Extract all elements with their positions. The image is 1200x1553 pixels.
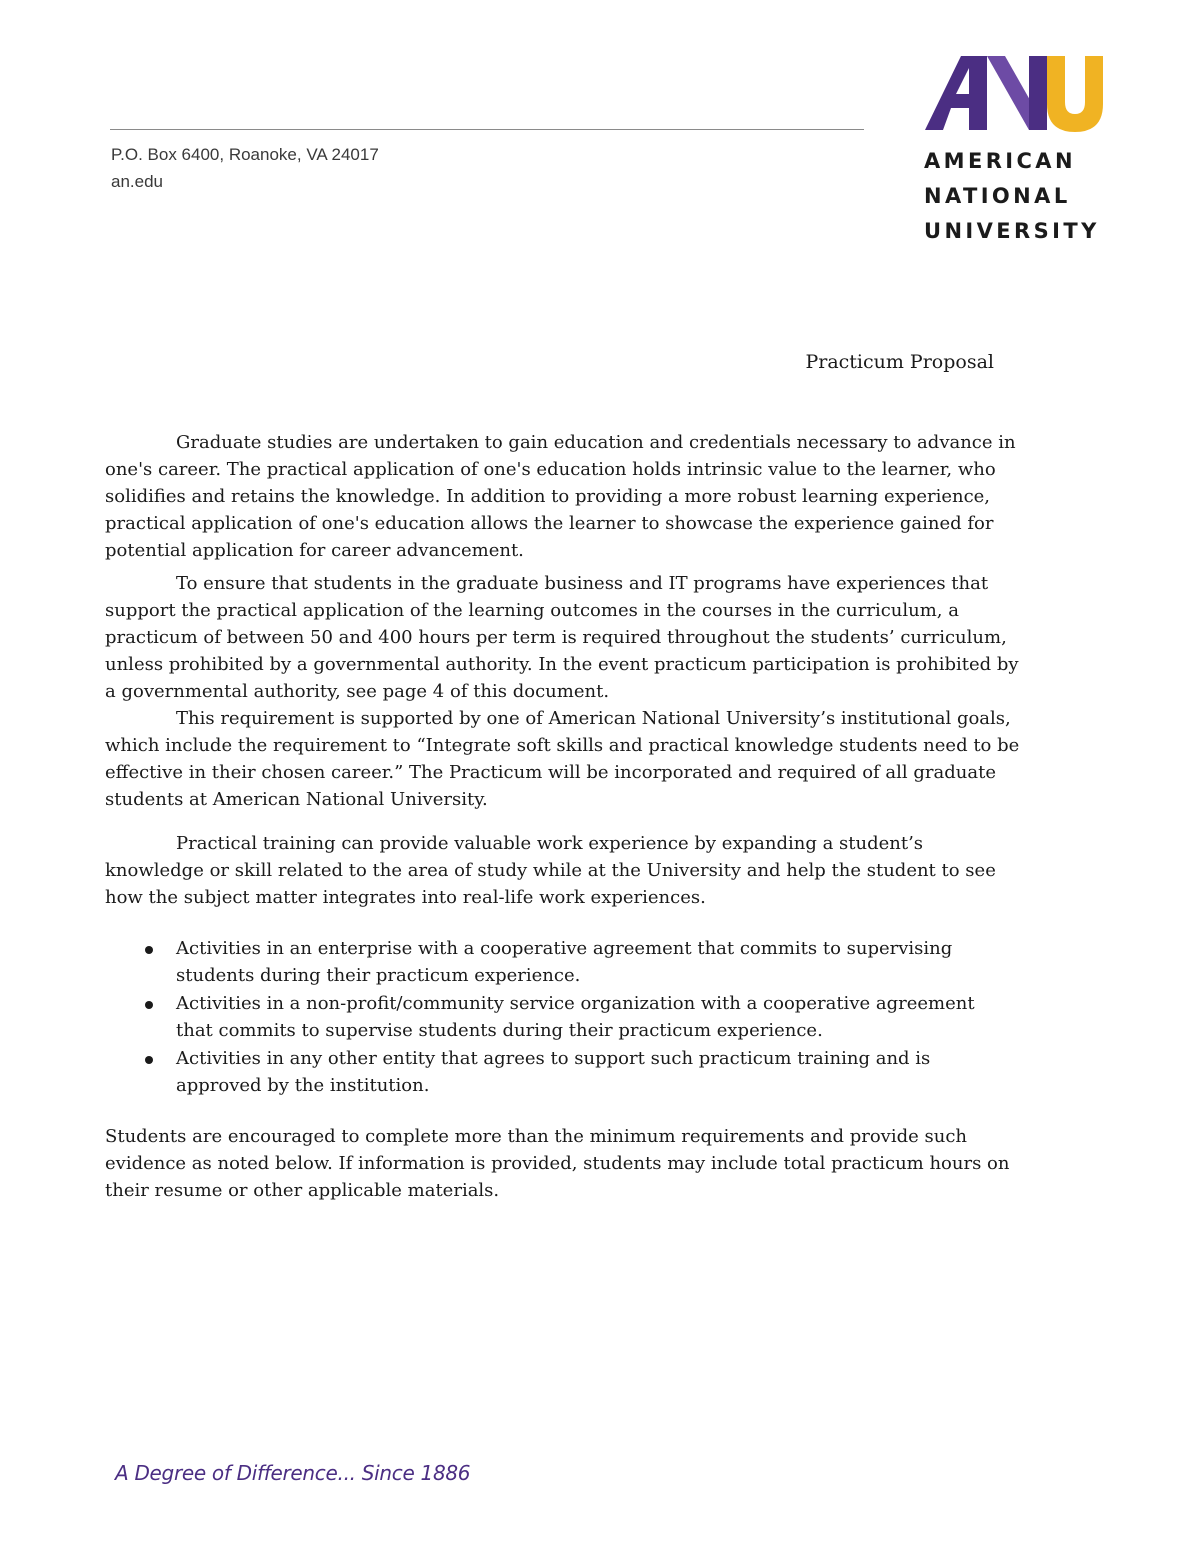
document-title: Practicum Proposal bbox=[805, 351, 994, 373]
list-item-text: Activities in a non-profit/community service organization with a cooperative agreement that commits to supervise students during their practicum experience. bbox=[176, 993, 975, 1041]
list-item bbox=[176, 1045, 1025, 1099]
bullet-icon bbox=[145, 1056, 153, 1064]
bullet-icon bbox=[145, 1001, 153, 1009]
document-body bbox=[105, 429, 1025, 1204]
paragraph-goals: This requirement is supported by one of American National University’s institutional goals, which include the requirement to “Integrate soft skills and practical knowledge students need to be effective in their chosen career.” The Practicum will be incorporated and required of all graduate students at American National University. bbox=[105, 708, 1020, 810]
address-block bbox=[111, 141, 379, 195]
logo-word-university: UNIVERSITY bbox=[924, 219, 1100, 243]
activities-list bbox=[105, 935, 1025, 1099]
website-line: an.edu bbox=[111, 172, 163, 191]
paragraph-requirement: To ensure that students in the graduate business and IT programs have experiences that support the practical application of the learning outcomes in the courses in the curriculum, a practicum of between 50 and 400 hours per term is required throughout the students’ curriculum, unless prohibited by a governmental authority. In the event practicum participation is prohibited by a governmental authority, see page 4 of this document. bbox=[105, 573, 1019, 702]
list-item-text: Activities in any other entity that agrees to support such practicum training and is approved by the institution. bbox=[176, 1048, 931, 1096]
logo-word-american: AMERICAN bbox=[924, 149, 1076, 173]
anu-logo-mark bbox=[925, 50, 1105, 134]
paragraph-training: Practical training can provide valuable work experience by expanding a student’s knowledge or skill related to the area of study while at the University and help the student to see how the subject matter integrates into real-life work experiences. bbox=[105, 833, 996, 908]
list-item bbox=[176, 935, 1025, 989]
paragraph-intro: Graduate studies are undertaken to gain education and credentials necessary to advance in one's career. The practical application of one's education holds intrinsic value to the learner, who solidifies and retains the knowledge. In addition to providing a more robust learning experience, practical application of one's education allows the learner to showcase the experience gained for potential application for career advancement. bbox=[105, 432, 1016, 561]
header-rule bbox=[110, 129, 864, 130]
logo-wordmark bbox=[924, 144, 1100, 249]
paragraph-closing: Students are encouraged to complete more than the minimum requirements and provide such evidence as noted below. If information is provided, students may include total practicum hours on their resume or other applicable materials. bbox=[105, 1126, 1010, 1201]
university-logo bbox=[920, 50, 1110, 245]
logo-word-national: NATIONAL bbox=[924, 184, 1071, 208]
footer-tagline: A Degree of Difference... Since 1886 bbox=[115, 1461, 471, 1485]
list-item bbox=[176, 990, 1025, 1044]
address-line: P.O. Box 6400, Roanoke, VA 24017 bbox=[111, 145, 379, 164]
list-item-text: Activities in an enterprise with a cooperative agreement that commits to supervising students during their practicum experience. bbox=[176, 938, 953, 986]
bullet-icon bbox=[145, 946, 153, 954]
